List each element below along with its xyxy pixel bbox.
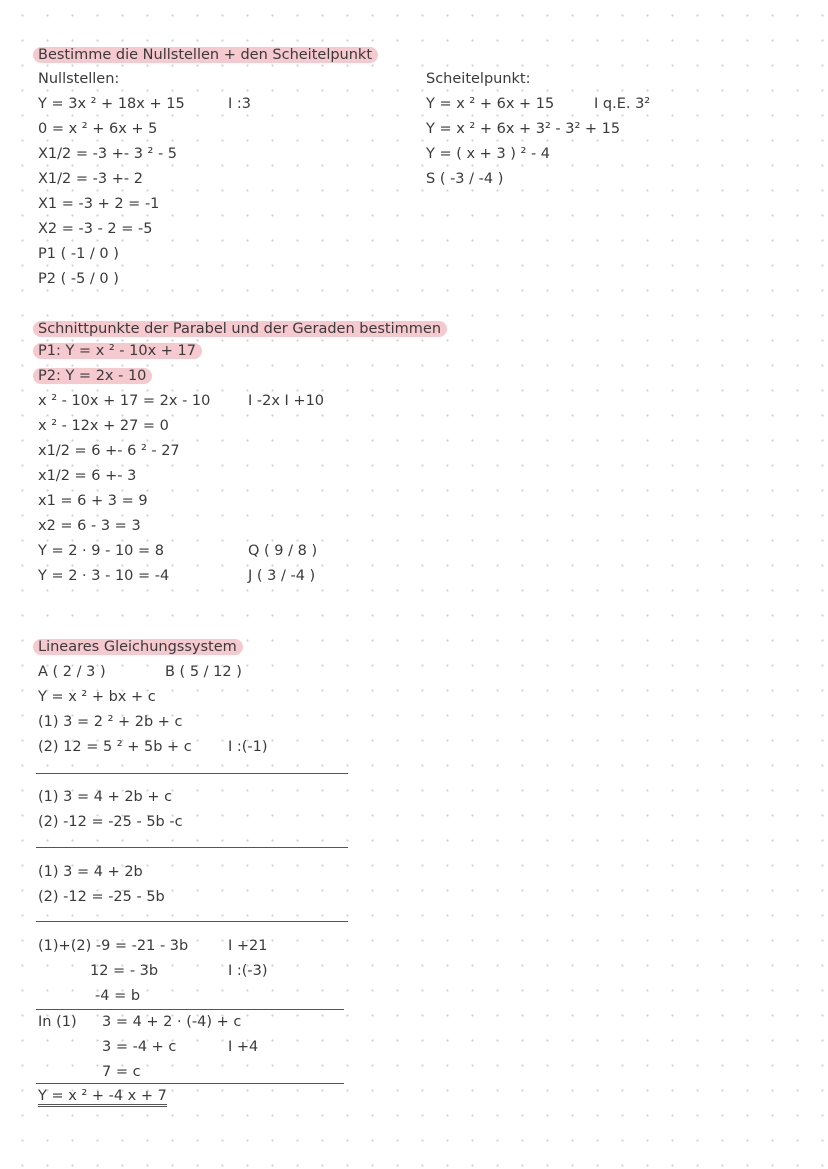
- addition-note: I +21: [228, 938, 268, 954]
- divider-4: [36, 1009, 344, 1010]
- schnitt-line-8: Y = 2 · 3 - 10 = -4: [38, 568, 170, 584]
- schnitt-line-7: Y = 2 · 9 - 10 = 8: [38, 543, 164, 559]
- point-a: A ( 2 / 3 ): [38, 664, 106, 680]
- nullstellen-line-4: X1/2 = -3 +- 2: [38, 171, 143, 187]
- nullstellen-note: I :3: [228, 96, 251, 112]
- step-b: -4 = b: [95, 988, 141, 1004]
- nullstellen-line-8: P2 ( -5 / 0 ): [38, 271, 119, 287]
- general-form: Y = x ² + bx + c: [38, 689, 156, 705]
- scheitelpunkt-line-1: Y = x ² + 6x + 15: [426, 96, 555, 112]
- schnitt-line-3: x1/2 = 6 +- 6 ² - 27: [38, 443, 180, 459]
- schnitt-line-5: x1 = 6 + 3 = 9: [38, 493, 148, 509]
- section1-title: Bestimme die Nullstellen + den Scheitelpunkt: [38, 46, 378, 64]
- c-note: I +4: [228, 1039, 259, 1055]
- point-q: Q ( 9 / 8 ): [248, 543, 318, 559]
- parabel-p1: P1: Y = x ² - 10x + 17: [38, 342, 202, 360]
- schnitt-note: I -2x I +10: [248, 393, 325, 409]
- divider-1: [36, 773, 348, 774]
- nullstellen-line-1: Y = 3x ² + 18x + 15: [38, 96, 185, 112]
- scheitelpunkt-line-2: Y = x ² + 6x + 3² - 3² + 15: [426, 121, 621, 137]
- scheitelpunkt-line-3: Y = ( x + 3 ) ² - 4: [426, 146, 551, 162]
- nullstellen-line-3: X1/2 = -3 +- 3 ² - 5: [38, 146, 178, 162]
- divider-3: [36, 921, 348, 922]
- block3-eq1: (1) 3 = 4 + 2b: [38, 864, 143, 880]
- section3-title: Lineares Gleichungssystem: [38, 638, 243, 656]
- block2-eq2: (2) -12 = -25 - 5b -c: [38, 814, 183, 830]
- final-result: Y = x ² + -4 x + 7: [38, 1087, 167, 1105]
- nullstellen-line-7: P1 ( -1 / 0 ): [38, 246, 119, 262]
- block1-note: I :(-1): [228, 739, 268, 755]
- schnitt-line-4: x1/2 = 6 +- 3: [38, 468, 137, 484]
- point-j: J ( 3 / -4 ): [248, 568, 316, 584]
- schnitt-line-6: x2 = 6 - 3 = 3: [38, 518, 141, 534]
- divider-2: [36, 847, 348, 848]
- schnitt-line-1: x ² - 10x + 17 = 2x - 10: [38, 393, 211, 409]
- gerade-p2: P2: Y = 2x - 10: [38, 367, 152, 385]
- scheitelpunkt-line-4: S ( -3 / -4 ): [426, 171, 504, 187]
- step-12-note: I :(-3): [228, 963, 268, 979]
- scheitelpunkt-heading: Scheitelpunkt:: [426, 71, 531, 87]
- c-value: 7 = c: [102, 1064, 141, 1080]
- block1-eq2: (2) 12 = 5 ² + 5b + c: [38, 739, 192, 755]
- nullstellen-line-2: 0 = x ² + 6x + 5: [38, 121, 158, 137]
- point-b: B ( 5 / 12 ): [165, 664, 242, 680]
- insert-equation: 3 = 4 + 2 · (-4) + c: [102, 1014, 242, 1030]
- block3-eq2: (2) -12 = -25 - 5b: [38, 889, 165, 905]
- schnitt-line-2: x ² - 12x + 27 = 0: [38, 418, 169, 434]
- addition-line: (1)+(2) -9 = -21 - 3b: [38, 938, 189, 954]
- block2-eq1: (1) 3 = 4 + 2b + c: [38, 789, 173, 805]
- section2-title: Schnittpunkte der Parabel und der Geraden bestimmen: [38, 320, 447, 338]
- insert-label: In (1): [38, 1014, 77, 1030]
- divider-5: [36, 1083, 344, 1084]
- nullstellen-line-5: X1 = -3 + 2 = -1: [38, 196, 160, 212]
- step-12: 12 = - 3b: [90, 963, 159, 979]
- nullstellen-heading: Nullstellen:: [38, 71, 120, 87]
- block1-eq1: (1) 3 = 2 ² + 2b + c: [38, 714, 183, 730]
- scheitelpunkt-note: I q.E. 3²: [594, 96, 651, 112]
- c-equation: 3 = -4 + c: [102, 1039, 177, 1055]
- nullstellen-line-6: X2 = -3 - 2 = -5: [38, 221, 153, 237]
